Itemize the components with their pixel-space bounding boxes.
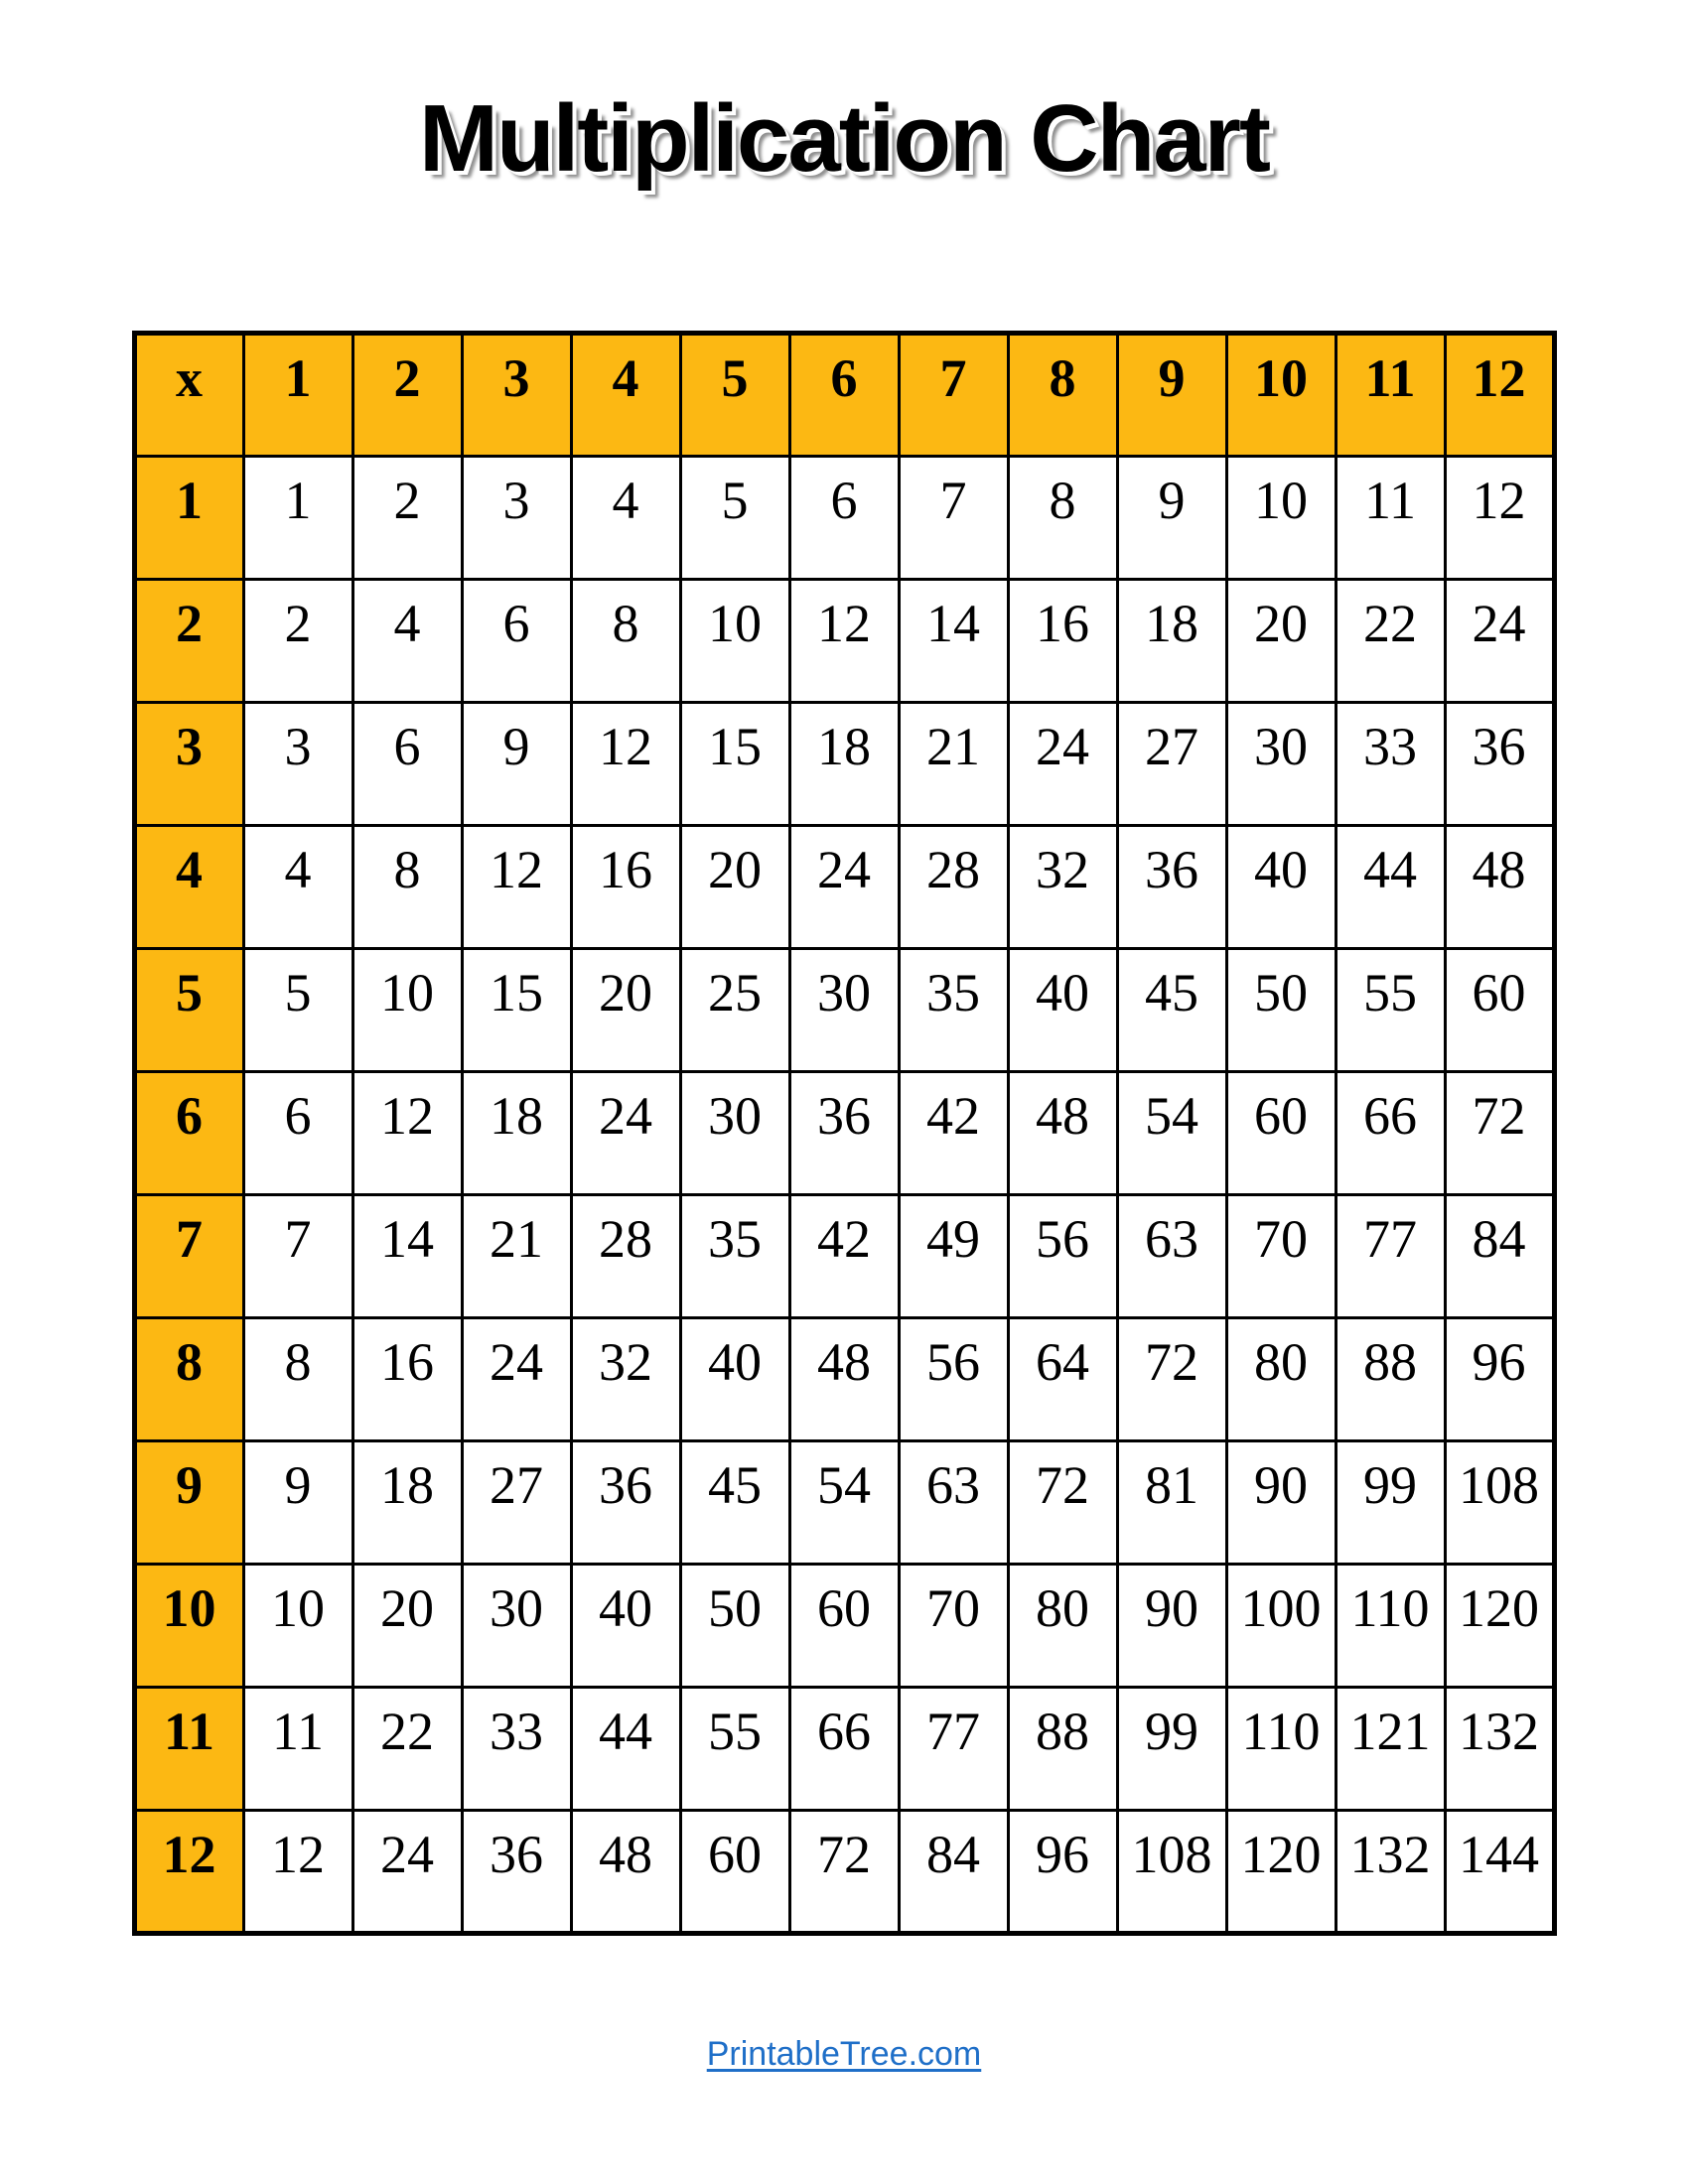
corner-cell: x (134, 334, 243, 457)
row-header-cell-5: 5 (134, 949, 243, 1072)
product-cell-11x4: 44 (571, 1688, 680, 1811)
product-cell-6x8: 48 (1008, 1072, 1117, 1195)
row-header-cell-6: 6 (134, 1072, 243, 1195)
product-cell-3x8: 24 (1008, 703, 1117, 826)
product-cell-7x11: 77 (1336, 1195, 1445, 1318)
product-cell-6x6: 36 (789, 1072, 899, 1195)
product-cell-2x2: 4 (352, 580, 462, 703)
product-cell-2x7: 14 (899, 580, 1008, 703)
column-header-cell-1: 1 (243, 334, 352, 457)
product-cell-1x10: 10 (1226, 457, 1336, 580)
product-cell-2x10: 20 (1226, 580, 1336, 703)
footer (0, 2035, 1688, 2074)
product-cell-6x2: 12 (352, 1072, 462, 1195)
product-cell-11x3: 33 (462, 1688, 571, 1811)
product-cell-12x5: 60 (680, 1811, 789, 1934)
product-cell-4x10: 40 (1226, 826, 1336, 949)
product-cell-9x8: 72 (1008, 1441, 1117, 1565)
table-row-6 (134, 1072, 1554, 1195)
product-cell-10x8: 80 (1008, 1565, 1117, 1688)
product-cell-12x10: 120 (1226, 1811, 1336, 1934)
product-cell-1x9: 9 (1117, 457, 1226, 580)
row-header-cell-3: 3 (134, 703, 243, 826)
product-cell-9x5: 45 (680, 1441, 789, 1565)
table-row-5 (134, 949, 1554, 1072)
printabletree-link[interactable]: PrintableTree.com (706, 2035, 982, 2074)
row-header-cell-9: 9 (134, 1441, 243, 1565)
product-cell-1x1: 1 (243, 457, 352, 580)
product-cell-8x4: 32 (571, 1318, 680, 1441)
product-cell-4x7: 28 (899, 826, 1008, 949)
header-row (134, 334, 1554, 457)
product-cell-12x4: 48 (571, 1811, 680, 1934)
product-cell-5x4: 20 (571, 949, 680, 1072)
table-row-1 (134, 457, 1554, 580)
product-cell-6x12: 72 (1445, 1072, 1554, 1195)
table-body (134, 457, 1554, 1934)
product-cell-8x3: 24 (462, 1318, 571, 1441)
product-cell-1x12: 12 (1445, 457, 1554, 580)
product-cell-10x6: 60 (789, 1565, 899, 1688)
product-cell-9x7: 63 (899, 1441, 1008, 1565)
column-header-cell-11: 11 (1336, 334, 1445, 457)
product-cell-8x5: 40 (680, 1318, 789, 1441)
product-cell-8x7: 56 (899, 1318, 1008, 1441)
product-cell-1x2: 2 (352, 457, 462, 580)
product-cell-11x5: 55 (680, 1688, 789, 1811)
product-cell-2x12: 24 (1445, 580, 1554, 703)
product-cell-7x4: 28 (571, 1195, 680, 1318)
product-cell-3x3: 9 (462, 703, 571, 826)
product-cell-3x2: 6 (352, 703, 462, 826)
product-cell-6x10: 60 (1226, 1072, 1336, 1195)
product-cell-11x9: 99 (1117, 1688, 1226, 1811)
column-header-cell-6: 6 (789, 334, 899, 457)
product-cell-2x5: 10 (680, 580, 789, 703)
product-cell-12x6: 72 (789, 1811, 899, 1934)
product-cell-6x4: 24 (571, 1072, 680, 1195)
product-cell-6x5: 30 (680, 1072, 789, 1195)
product-cell-8x1: 8 (243, 1318, 352, 1441)
product-cell-10x3: 30 (462, 1565, 571, 1688)
product-cell-8x10: 80 (1226, 1318, 1336, 1441)
product-cell-7x10: 70 (1226, 1195, 1336, 1318)
product-cell-10x5: 50 (680, 1565, 789, 1688)
product-cell-5x7: 35 (899, 949, 1008, 1072)
product-cell-11x7: 77 (899, 1688, 1008, 1811)
product-cell-9x11: 99 (1336, 1441, 1445, 1565)
product-cell-5x9: 45 (1117, 949, 1226, 1072)
product-cell-2x8: 16 (1008, 580, 1117, 703)
product-cell-2x1: 2 (243, 580, 352, 703)
product-cell-8x6: 48 (789, 1318, 899, 1441)
product-cell-5x6: 30 (789, 949, 899, 1072)
column-header-cell-10: 10 (1226, 334, 1336, 457)
product-cell-3x7: 21 (899, 703, 1008, 826)
multiplication-table (132, 331, 1557, 1936)
product-cell-6x7: 42 (899, 1072, 1008, 1195)
product-cell-11x11: 121 (1336, 1688, 1445, 1811)
product-cell-6x3: 18 (462, 1072, 571, 1195)
product-cell-2x9: 18 (1117, 580, 1226, 703)
product-cell-11x2: 22 (352, 1688, 462, 1811)
column-header-cell-4: 4 (571, 334, 680, 457)
product-cell-6x11: 66 (1336, 1072, 1445, 1195)
column-header-cell-9: 9 (1117, 334, 1226, 457)
product-cell-7x5: 35 (680, 1195, 789, 1318)
table-row-7 (134, 1195, 1554, 1318)
product-cell-5x2: 10 (352, 949, 462, 1072)
product-cell-3x5: 15 (680, 703, 789, 826)
row-header-cell-11: 11 (134, 1688, 243, 1811)
product-cell-1x7: 7 (899, 457, 1008, 580)
row-header-cell-12: 12 (134, 1811, 243, 1934)
product-cell-10x11: 110 (1336, 1565, 1445, 1688)
product-cell-5x12: 60 (1445, 949, 1554, 1072)
product-cell-11x12: 132 (1445, 1688, 1554, 1811)
product-cell-10x1: 10 (243, 1565, 352, 1688)
product-cell-12x12: 144 (1445, 1811, 1554, 1934)
product-cell-7x12: 84 (1445, 1195, 1554, 1318)
product-cell-4x9: 36 (1117, 826, 1226, 949)
product-cell-5x3: 15 (462, 949, 571, 1072)
table-row-8 (134, 1318, 1554, 1441)
column-header-cell-7: 7 (899, 334, 1008, 457)
row-header-cell-2: 2 (134, 580, 243, 703)
row-header-cell-7: 7 (134, 1195, 243, 1318)
product-cell-10x2: 20 (352, 1565, 462, 1688)
product-cell-12x9: 108 (1117, 1811, 1226, 1934)
product-cell-1x5: 5 (680, 457, 789, 580)
product-cell-4x3: 12 (462, 826, 571, 949)
product-cell-4x6: 24 (789, 826, 899, 949)
product-cell-11x6: 66 (789, 1688, 899, 1811)
product-cell-5x1: 5 (243, 949, 352, 1072)
product-cell-10x10: 100 (1226, 1565, 1336, 1688)
table-row-4 (134, 826, 1554, 949)
product-cell-3x4: 12 (571, 703, 680, 826)
product-cell-10x12: 120 (1445, 1565, 1554, 1688)
product-cell-9x4: 36 (571, 1441, 680, 1565)
column-header-cell-8: 8 (1008, 334, 1117, 457)
product-cell-2x6: 12 (789, 580, 899, 703)
product-cell-4x2: 8 (352, 826, 462, 949)
product-cell-3x9: 27 (1117, 703, 1226, 826)
product-cell-9x3: 27 (462, 1441, 571, 1565)
product-cell-9x10: 90 (1226, 1441, 1336, 1565)
product-cell-12x8: 96 (1008, 1811, 1117, 1934)
product-cell-9x2: 18 (352, 1441, 462, 1565)
product-cell-11x8: 88 (1008, 1688, 1117, 1811)
product-cell-7x3: 21 (462, 1195, 571, 1318)
product-cell-9x9: 81 (1117, 1441, 1226, 1565)
product-cell-12x1: 12 (243, 1811, 352, 1934)
product-cell-4x1: 4 (243, 826, 352, 949)
product-cell-9x6: 54 (789, 1441, 899, 1565)
product-cell-10x7: 70 (899, 1565, 1008, 1688)
table-header-row (134, 334, 1554, 457)
product-cell-4x12: 48 (1445, 826, 1554, 949)
page-title: Multiplication Chart (419, 85, 1269, 192)
product-cell-8x11: 88 (1336, 1318, 1445, 1441)
product-cell-4x5: 20 (680, 826, 789, 949)
product-cell-12x3: 36 (462, 1811, 571, 1934)
product-cell-6x9: 54 (1117, 1072, 1226, 1195)
product-cell-12x11: 132 (1336, 1811, 1445, 1934)
product-cell-9x12: 108 (1445, 1441, 1554, 1565)
row-header-cell-4: 4 (134, 826, 243, 949)
product-cell-7x9: 63 (1117, 1195, 1226, 1318)
product-cell-8x8: 64 (1008, 1318, 1117, 1441)
product-cell-8x2: 16 (352, 1318, 462, 1441)
product-cell-3x1: 3 (243, 703, 352, 826)
table-row-12 (134, 1811, 1554, 1934)
column-header-cell-5: 5 (680, 334, 789, 457)
product-cell-1x3: 3 (462, 457, 571, 580)
product-cell-12x2: 24 (352, 1811, 462, 1934)
table-row-3 (134, 703, 1554, 826)
table-row-2 (134, 580, 1554, 703)
product-cell-7x2: 14 (352, 1195, 462, 1318)
product-cell-2x11: 22 (1336, 580, 1445, 703)
product-cell-8x9: 72 (1117, 1318, 1226, 1441)
product-cell-7x8: 56 (1008, 1195, 1117, 1318)
product-cell-5x10: 50 (1226, 949, 1336, 1072)
product-cell-1x4: 4 (571, 457, 680, 580)
product-cell-11x1: 11 (243, 1688, 352, 1811)
column-header-cell-2: 2 (352, 334, 462, 457)
product-cell-10x4: 40 (571, 1565, 680, 1688)
table-row-9 (134, 1441, 1554, 1565)
product-cell-7x6: 42 (789, 1195, 899, 1318)
product-cell-1x8: 8 (1008, 457, 1117, 580)
product-cell-5x11: 55 (1336, 949, 1445, 1072)
product-cell-4x11: 44 (1336, 826, 1445, 949)
product-cell-8x12: 96 (1445, 1318, 1554, 1441)
product-cell-1x6: 6 (789, 457, 899, 580)
product-cell-10x9: 90 (1117, 1565, 1226, 1688)
product-cell-3x6: 18 (789, 703, 899, 826)
product-cell-12x7: 84 (899, 1811, 1008, 1934)
product-cell-5x8: 40 (1008, 949, 1117, 1072)
product-cell-4x8: 32 (1008, 826, 1117, 949)
row-header-cell-8: 8 (134, 1318, 243, 1441)
product-cell-2x3: 6 (462, 580, 571, 703)
product-cell-5x5: 25 (680, 949, 789, 1072)
product-cell-2x4: 8 (571, 580, 680, 703)
product-cell-1x11: 11 (1336, 457, 1445, 580)
table-row-10 (134, 1565, 1554, 1688)
table-row-11 (134, 1688, 1554, 1811)
product-cell-6x1: 6 (243, 1072, 352, 1195)
row-header-cell-1: 1 (134, 457, 243, 580)
column-header-cell-3: 3 (462, 334, 571, 457)
product-cell-7x7: 49 (899, 1195, 1008, 1318)
product-cell-3x11: 33 (1336, 703, 1445, 826)
row-header-cell-10: 10 (134, 1565, 243, 1688)
product-cell-9x1: 9 (243, 1441, 352, 1565)
product-cell-3x10: 30 (1226, 703, 1336, 826)
product-cell-11x10: 110 (1226, 1688, 1336, 1811)
product-cell-3x12: 36 (1445, 703, 1554, 826)
product-cell-4x4: 16 (571, 826, 680, 949)
column-header-cell-12: 12 (1445, 334, 1554, 457)
product-cell-7x1: 7 (243, 1195, 352, 1318)
